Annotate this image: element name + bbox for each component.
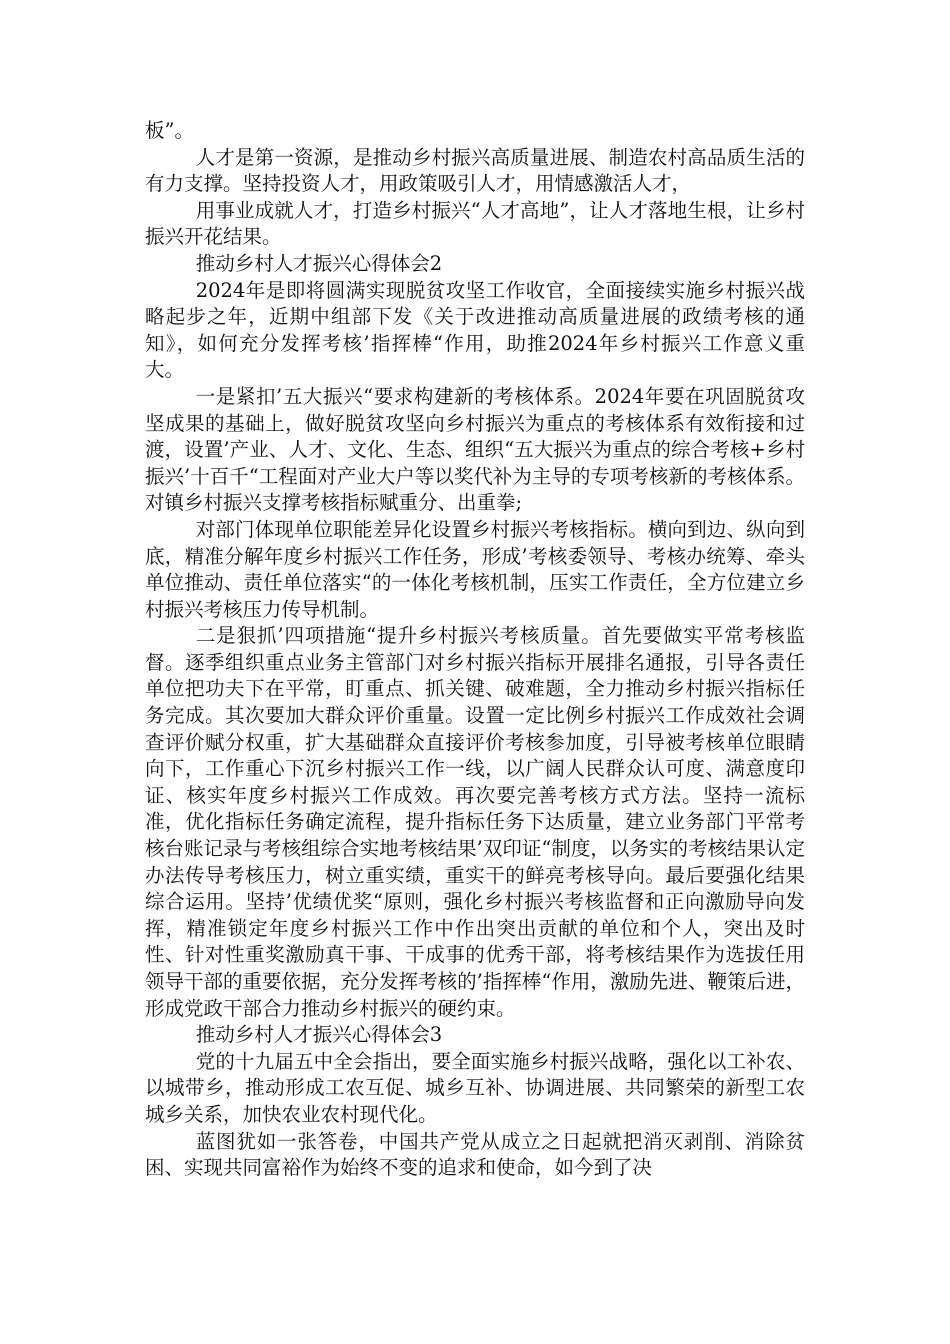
document-page [145, 118, 805, 1182]
paragraph: 一是紧扣’五大振兴“要求构建新的考核体系。2024年要在巩固脱贫攻坚成果的基础上，做好脱贫攻坚向乡村振兴为重点的考核体系有效衔接和过渡，设置’产业、人才、文化、生态、组织“五大振兴为重点的综合考核+乡村振兴’十百千“工程面对产业大户等以奖代补为主导的专项考核新的考核体系。对镇乡村振兴支撑考核指标赋重分、出重拳; [145, 384, 805, 515]
paragraph: 2024年是即将圆满实现脱贫攻坚工作收官，全面接续实施乡村振兴战略起步之年，近期中组部下发《关于改进推动高质量进展的政绩考核的通知》，如何充分发挥考核’指挥棒“作用，助推2024年乡村振兴工作意义重大。 [145, 278, 805, 382]
section-heading: 推动乡村人才振兴心得体会3 [195, 1023, 443, 1047]
paragraph: 用事业成就人才，打造乡村振兴“人才高地”，让人才落地生根，让乡村振兴开花结果。 [145, 198, 805, 249]
paragraph: 对部门体现单位职能差异化设置乡村振兴考核指标。横向到边、纵向到底，精准分解年度乡村振兴工作任务，形成’考核委领导、考核办统筹、牵头单位推动、责任单位落实“的一体化考核机制，压实工作责任，全方位建立乡村振兴考核压力传导机制。 [145, 517, 805, 621]
section-heading: 推动乡村人才振兴心得体会2 [195, 251, 443, 275]
paragraph: 蓝图犹如一张答卷，中国共产党从成立之日起就把消灭剥削、消除贫困、实现共同富裕作为始终不变的追求和使命，如今到了决 [145, 1129, 805, 1180]
paragraph: 人才是第一资源，是推动乡村振兴高质量进展、制造农村高品质生活的有力支撑。坚持投资人才，用政策吸引人才，用情感激活人才， [145, 145, 805, 196]
paragraph: 党的十九届五中全会指出，要全面实施乡村振兴战略，强化以工补农、以城带乡，推动形成工农互促、城乡互补、协调进展、共同繁荣的新型工农城乡关系，加快农业农村现代化。 [145, 1049, 805, 1126]
paragraph: 二是狠抓’四项措施“提升乡村振兴考核质量。首先要做实平常考核监督。逐季组织重点业务主管部门对乡村振兴指标开展排名通报，引导各责任单位把功夫下在平常，盯重点、抓关键、破难题，全力推动乡村振兴指标任务完成。其次要加大群众评价重量。设置一定比例乡村振兴工作成效社会调查评价赋分权重，扩大基础群众直接评价考核参加度，引导被考核单位眼睛向下，工作重心下沉乡村振兴工作一线，以广阔人民群众认可度、满意度印证、核实年度乡村振兴工作成效。再次要完善考核方式方法。坚持一流标准，优化指标任务确定流程，提升指标任务下达质量，建立业务部门平常考核台账记录与考核组综合实地考核结果’双印证“制度，以务实的考核结果认定办法传导考核压力，树立重实绩，重实干的鲜亮考核导向。最后要强化结果综合运用。坚持’优绩优奖“原则，强化乡村振兴考核监督和正向激励导向发挥，精准锁定年度乡村振兴工作中作出突出贡献的单位和个人，突出及时性、针对性重奖激励真干事、干成事的优秀干部，将考核结果作为选拔任用领导干部的重要依据，充分发挥考核的’指挥棒“作用，激励先进、鞭策后进，形成党政干部合力推动乡村振兴的硬约束。 [145, 624, 805, 1020]
paragraph-continuation: 板”。 [145, 119, 194, 142]
